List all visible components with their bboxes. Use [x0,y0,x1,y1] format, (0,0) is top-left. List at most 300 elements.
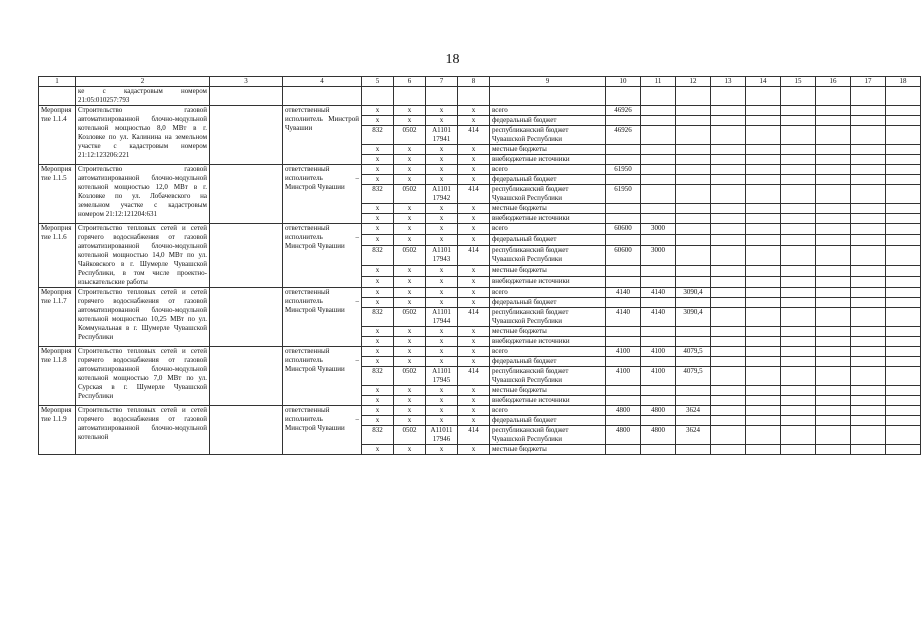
empty-cell [816,245,851,266]
empty-cell [781,245,816,266]
empty-cell [746,145,781,155]
empty-cell [711,145,746,155]
funding-source: внебюджетные источники [490,277,606,288]
empty-cell [816,367,851,386]
empty-cell [816,288,851,298]
code-cell: x [394,337,426,347]
empty-cell [886,145,921,155]
amount-cell [676,234,711,245]
funding-source: внебюджетные источники [490,155,606,165]
empty-cell [816,87,851,106]
empty-cell [816,357,851,367]
empty-cell [362,87,394,106]
empty-cell [490,87,606,106]
empty-cell [711,327,746,337]
empty-cell [781,106,816,116]
empty-cell [886,337,921,347]
column-number: 7 [426,77,458,87]
code-cell: x [426,347,458,357]
column-number: 14 [746,77,781,87]
funding-source: местные бюджеты [490,266,606,277]
measure-description: Строительство газовой автоматизированной блочно-модульной котельной мощностью 12,0 МВт в г. Козловке по ул. Лобачевского на земельном участке с кадастровым номером 21:12:121204:631 [76,165,210,224]
empty-cell [886,308,921,327]
empty-cell [746,155,781,165]
empty-cell [746,277,781,288]
code-cell: x [394,298,426,308]
table-body [39,77,921,455]
empty-cell [816,126,851,145]
amount-cell [606,214,641,224]
amount-cell [641,234,676,245]
amount-cell: 4140 [606,308,641,327]
empty-cell [886,204,921,214]
code-cell: x [362,116,394,126]
amount-cell [606,116,641,126]
empty-cell [781,185,816,204]
code-cell: x [394,406,426,416]
code-cell: x [362,386,394,396]
code-cell: 414 [458,245,490,266]
amount-cell [641,327,676,337]
table-row [39,347,921,357]
amount-cell: 61950 [606,165,641,175]
empty-cell [886,155,921,165]
empty-cell [851,347,886,357]
code-cell: x [362,347,394,357]
amount-cell [676,204,711,214]
code-cell: 832 [362,308,394,327]
empty-cell [711,116,746,126]
amount-cell [606,175,641,185]
empty-cell [746,234,781,245]
empty-cell [851,204,886,214]
amount-cell: 4079,5 [676,347,711,357]
empty-cell [851,386,886,396]
amount-cell: 4800 [606,406,641,416]
amount-cell [641,416,676,426]
code-cell: x [458,298,490,308]
empty-cell [886,298,921,308]
empty-cell [283,87,362,106]
empty-cell [458,87,490,106]
empty-cell [851,308,886,327]
code-cell: x [458,277,490,288]
code-cell: x [362,396,394,406]
continuation-row [39,87,921,106]
empty-cell [39,87,76,106]
code-cell: x [426,204,458,214]
empty-cell [394,87,426,106]
amount-cell [606,327,641,337]
code-cell: x [362,145,394,155]
empty-cell [816,185,851,204]
empty-cell [816,416,851,426]
measure-id: Мероприятие 1.1.8 [39,347,76,406]
empty-cell [746,298,781,308]
code-cell: x [458,155,490,165]
empty-cell [781,396,816,406]
empty-cell [711,406,746,416]
funding-source: республиканский бюджет Чувашской Республики [490,308,606,327]
empty-cell [711,214,746,224]
code-cell: x [426,175,458,185]
amount-cell [606,277,641,288]
measure-description: Строительство газовой автоматизированной блочно-модульной котельной мощностью 8,0 МВт в г. Козловке по ул. Калинина на земельном участке с кадастровым номером 21:12:123206:221 [76,106,210,165]
amount-cell [641,396,676,406]
amount-cell [676,145,711,155]
amount-cell [676,327,711,337]
continued-description: ке с кадастровым номером 21:05:010257:793 [76,87,210,106]
funding-source: внебюджетные источники [490,214,606,224]
code-cell: x [426,234,458,245]
empty-cell [816,116,851,126]
amount-cell [676,165,711,175]
empty-cell [746,214,781,224]
amount-cell: 4140 [606,288,641,298]
code-cell: x [362,204,394,214]
column-number: 16 [816,77,851,87]
empty-cell [746,266,781,277]
amount-cell: 4100 [641,367,676,386]
code-cell: x [394,106,426,116]
empty-cell [711,224,746,235]
empty-cell [781,416,816,426]
amount-cell [676,245,711,266]
measure-id: Мероприятие 1.1.6 [39,224,76,288]
empty-cell [711,185,746,204]
empty-cell [886,416,921,426]
empty-cell [851,367,886,386]
empty-cell [746,308,781,327]
empty-cell [711,155,746,165]
empty-cell [746,185,781,204]
amount-cell [606,357,641,367]
column-number: 6 [394,77,426,87]
empty-cell [711,416,746,426]
funding-source: местные бюджеты [490,204,606,214]
column-number: 5 [362,77,394,87]
funding-source: всего [490,347,606,357]
empty-cell [851,337,886,347]
empty-cell [886,367,921,386]
code-cell: x [426,277,458,288]
page-number: 18 [445,52,460,67]
empty-cell [816,426,851,445]
empty-cell [746,386,781,396]
measure-description: Строительство тепловых сетей и сетей горячего водоснабжения от газовой автоматизированной блочно-модульной котельной мощностью 14,0 МВт по ул. Чайковского в г. Шумерле Чувашской Республики, в том числе проектно-изыскательские работы [76,224,210,288]
empty-cell [210,106,283,165]
column-number: 11 [641,77,676,87]
empty-cell [886,406,921,416]
amount-cell: 4079,5 [676,367,711,386]
code-cell: 0502 [394,185,426,204]
amount-cell [641,126,676,145]
empty-cell [781,367,816,386]
amount-cell [676,277,711,288]
empty-cell [886,234,921,245]
empty-cell [711,106,746,116]
empty-cell [851,357,886,367]
funding-source: федеральный бюджет [490,357,606,367]
amount-cell [676,106,711,116]
code-cell: x [394,204,426,214]
empty-cell [781,426,816,445]
code-cell: x [362,155,394,165]
amount-cell: 3624 [676,426,711,445]
code-cell: x [362,406,394,416]
code-cell: x [426,396,458,406]
code-cell: x [426,445,458,455]
funding-source: федеральный бюджет [490,234,606,245]
amount-cell: 4100 [606,347,641,357]
empty-cell [781,175,816,185]
measure-id: Мероприятие 1.1.9 [39,406,76,455]
empty-cell [711,386,746,396]
empty-cell [886,87,921,106]
empty-cell [641,87,676,106]
empty-cell [886,347,921,357]
code-cell: 0502 [394,426,426,445]
code-cell: x [362,224,394,235]
empty-cell [816,155,851,165]
empty-cell [746,416,781,426]
amount-cell [641,185,676,204]
executor: ответственный исполнитель – Минстрой Чувашии [283,347,362,406]
code-cell: x [458,406,490,416]
amount-cell [641,445,676,455]
code-cell: x [458,337,490,347]
code-cell: 414 [458,308,490,327]
column-number: 10 [606,77,641,87]
empty-cell [781,337,816,347]
empty-cell [210,224,283,288]
column-number: 9 [490,77,606,87]
column-number: 2 [76,77,210,87]
empty-cell [781,126,816,145]
column-number: 17 [851,77,886,87]
code-cell: x [394,234,426,245]
empty-cell [886,106,921,116]
empty-cell [851,185,886,204]
funding-source: республиканский бюджет Чувашской Республики [490,126,606,145]
code-cell: x [394,175,426,185]
empty-cell [746,288,781,298]
empty-cell [851,245,886,266]
amount-cell [641,155,676,165]
code-cell: x [426,416,458,426]
funding-source: местные бюджеты [490,327,606,337]
code-cell: 0502 [394,126,426,145]
empty-cell [886,386,921,396]
code-cell: x [458,445,490,455]
empty-cell [781,224,816,235]
amount-cell [676,337,711,347]
empty-cell [886,445,921,455]
empty-cell [816,347,851,357]
amount-cell [641,337,676,347]
code-cell: x [394,145,426,155]
program-table [38,76,921,455]
empty-cell [851,277,886,288]
funding-source: внебюджетные источники [490,337,606,347]
amount-cell [676,185,711,204]
measure-description: Строительство тепловых сетей и сетей горячего водоснабжения от газовой автоматизированной блочно-модульной котельной мощностью 7,0 МВт по ул. Сурская в г. Шумерле Чувашской Республики [76,347,210,406]
code-cell: x [362,445,394,455]
code-cell: 414 [458,426,490,445]
empty-cell [816,445,851,455]
table-row [39,224,921,235]
empty-cell [851,165,886,175]
code-cell: 414 [458,367,490,386]
code-cell: x [362,288,394,298]
empty-cell [816,224,851,235]
amount-cell [606,337,641,347]
empty-cell [746,445,781,455]
code-cell: x [426,116,458,126]
funding-source: местные бюджеты [490,145,606,155]
empty-cell [746,126,781,145]
code-cell: x [426,155,458,165]
empty-cell [851,224,886,235]
empty-cell [886,214,921,224]
empty-cell [851,214,886,224]
empty-cell [711,347,746,357]
empty-cell [886,396,921,406]
funding-source: федеральный бюджет [490,175,606,185]
code-cell: x [458,145,490,155]
code-cell: x [362,165,394,175]
empty-cell [711,245,746,266]
funding-source: местные бюджеты [490,386,606,396]
amount-cell [606,396,641,406]
empty-cell [746,165,781,175]
amount-cell: 60600 [606,245,641,266]
amount-cell [641,214,676,224]
table-row [39,406,921,416]
amount-cell [606,234,641,245]
amount-cell: 3000 [641,245,676,266]
code-cell: x [458,357,490,367]
empty-cell [851,87,886,106]
empty-cell [711,126,746,145]
amount-cell [606,145,641,155]
code-cell: 832 [362,126,394,145]
empty-cell [816,145,851,155]
empty-cell [746,175,781,185]
amount-cell: 3090,4 [676,308,711,327]
code-cell: x [362,106,394,116]
code-cell: А1101 17945 [426,367,458,386]
empty-cell [781,214,816,224]
amount-cell [641,204,676,214]
empty-cell [851,126,886,145]
empty-cell [816,266,851,277]
empty-cell [851,116,886,126]
code-cell: 0502 [394,367,426,386]
empty-cell [711,367,746,386]
code-cell: А1101 17944 [426,308,458,327]
code-cell: А1101 17941 [426,126,458,145]
code-cell: x [458,396,490,406]
code-cell: x [458,116,490,126]
amount-cell [606,266,641,277]
code-cell: x [458,386,490,396]
code-cell: x [394,116,426,126]
amount-cell: 4100 [641,347,676,357]
empty-cell [816,308,851,327]
executor: ответственный исполнитель – Минстрой Чувашии [283,288,362,347]
funding-source: всего [490,165,606,175]
empty-cell [851,298,886,308]
empty-cell [781,327,816,337]
empty-cell [210,347,283,406]
column-number: 12 [676,77,711,87]
code-cell: 0502 [394,308,426,327]
code-cell: 832 [362,367,394,386]
code-cell: x [394,396,426,406]
column-number: 8 [458,77,490,87]
amount-cell: 3624 [676,406,711,416]
empty-cell [781,288,816,298]
empty-cell [781,386,816,396]
empty-cell [781,347,816,357]
code-cell: x [362,214,394,224]
funding-source: федеральный бюджет [490,416,606,426]
empty-cell [781,155,816,165]
code-cell: x [394,416,426,426]
amount-cell [641,386,676,396]
empty-cell [816,175,851,185]
empty-cell [676,87,711,106]
code-cell: x [426,145,458,155]
code-cell: x [458,224,490,235]
empty-cell [711,87,746,106]
empty-cell [210,165,283,224]
code-cell: 414 [458,185,490,204]
amount-cell: 61950 [606,185,641,204]
code-cell: x [362,327,394,337]
empty-cell [781,308,816,327]
amount-cell [606,204,641,214]
empty-cell [746,87,781,106]
amount-cell [641,165,676,175]
empty-cell [711,298,746,308]
funding-source: внебюджетные источники [490,396,606,406]
code-cell: x [394,155,426,165]
amount-cell: 60600 [606,224,641,235]
empty-cell [851,406,886,416]
code-cell: x [426,165,458,175]
empty-cell [816,337,851,347]
empty-cell [210,288,283,347]
code-cell: x [458,165,490,175]
executor: ответственный исполнитель – Минстрой Чувашии [283,224,362,288]
empty-cell [781,87,816,106]
empty-cell [816,165,851,175]
code-cell: x [458,234,490,245]
executor: ответственный исполнитель – Минстрой Чувашии [283,165,362,224]
funding-source: республиканский бюджет Чувашской Республики [490,426,606,445]
table-row [39,288,921,298]
empty-cell [746,106,781,116]
code-cell: x [394,165,426,175]
amount-cell [676,416,711,426]
measure-id: Мероприятие 1.1.7 [39,288,76,347]
amount-cell: 46926 [606,106,641,116]
amount-cell [641,175,676,185]
code-cell: x [426,298,458,308]
amount-cell: 4140 [641,288,676,298]
